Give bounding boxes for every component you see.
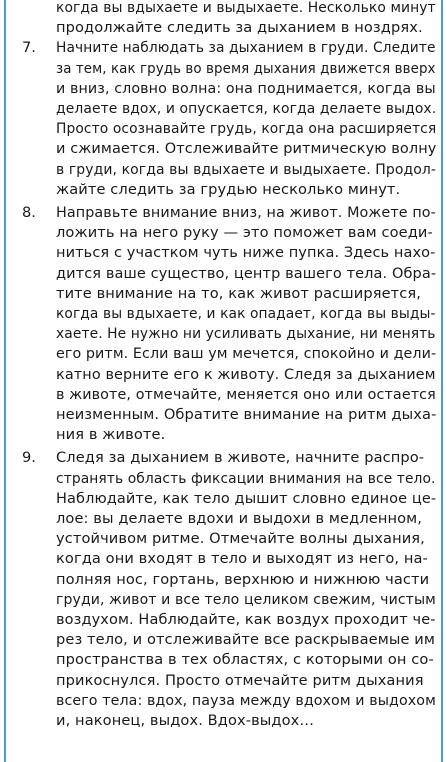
list-item-line: Наблюдайте, как тело дышит словно единое це- — [56, 489, 437, 507]
list-item-line: жайте следить за грудью несколько минут. — [56, 180, 401, 198]
list-item-line: устойчивом ритме. Отмечайте волны дыхания, — [56, 530, 425, 548]
list-item-line: за тем, как грудь во время дыхания движется вверх — [56, 59, 436, 77]
list-item-line: лое: вы делаете вдохи и выдохи в медленном, — [56, 510, 422, 527]
list-item-line: в груди, когда вы вдыхаете и выдыхаете. Продол- — [56, 160, 437, 178]
list-item-line: пространства в тех областях, с которыми он со- — [56, 651, 434, 669]
list-item-line: дится ваше существо, центр вашего тела. Обра- — [56, 264, 437, 282]
list-item-line: прикоснулся. Просто отмечайте ритм дыхания — [56, 671, 424, 689]
list-item-line: ложить на него руку — это поможет вам соеди- — [56, 224, 433, 242]
list-item-line: ния в животе. — [56, 426, 166, 444]
list-item-number: 8. — [22, 204, 36, 221]
left-margin-rule — [4, 0, 6, 762]
list-item-line: когда они входят в тело и выходят из него, на- — [56, 550, 428, 568]
list-item-line: когда вы вдыхаете, и как опадает, когда вы выды- — [56, 305, 436, 322]
list-item-line: странять область фиксации внимания на все тело. — [56, 469, 436, 487]
list-item-line: воздухом. Наблюдайте, как воздух проходит че- — [56, 611, 436, 628]
list-item-line: и вниз, словно волна: она поднимается, когда вы — [56, 79, 436, 97]
list-item-number: 7. — [22, 39, 36, 57]
list-item-line: Начните наблюдать за дыханием в груди. Следите — [56, 39, 436, 57]
list-item-line: и, наконец, выдох. Вдох-выдох… — [56, 712, 315, 729]
continuation-line: продолжайте следить за дыханием в ноздрях. — [56, 19, 423, 37]
list-item-line: его ритм. Если ваш ум мечется, спокойно и дели- — [56, 345, 437, 363]
list-item-line: катно верните его к животу. Следя за дыханием — [56, 365, 436, 383]
list-item-line: груди, живот и все тело целиком свежим, чистым — [56, 590, 436, 608]
list-item-line: тите внимание на то, как живот расширяется, — [56, 284, 422, 302]
list-item-line: неизменным. Обратите внимание на ритм дыха- — [56, 406, 437, 423]
continuation-line: когда вы вдыхаете и выдыхаете. Несколько минут — [56, 0, 436, 16]
list-item-line: рез тело, и отслеживайте все раскрываемые им — [56, 631, 435, 649]
list-item-line: ниться с участком чуть ниже пупка. Здесь нахо- — [56, 244, 436, 262]
list-item-line: полняя нос, гортань, верхнюю и нижнюю части — [56, 570, 430, 588]
list-item-line: всего тела: вдох, пауза между вдохом и выдохом — [56, 691, 436, 709]
list-item-line: Просто осознавайте грудь, когда она расширяется — [56, 120, 437, 138]
list-item-number: 9. — [22, 449, 36, 467]
list-item-line: делаете вдох, и опускается, когда делаете выдох. — [56, 100, 437, 117]
right-margin-rule — [441, 0, 443, 762]
list-item-line: Направьте внимание вниз, на живот. Можете по- — [56, 204, 436, 221]
list-item-line: и сжимается. Отслеживайте ритмическую волну — [56, 140, 437, 158]
list-item-line: хаете. Не нужно ни усиливать дыхание, ни менять — [56, 325, 436, 343]
list-item-line: в животе, отмечайте, меняется оно или остается — [56, 385, 436, 403]
list-item-line: Следя за дыханием в животе, начните распро- — [56, 449, 425, 467]
